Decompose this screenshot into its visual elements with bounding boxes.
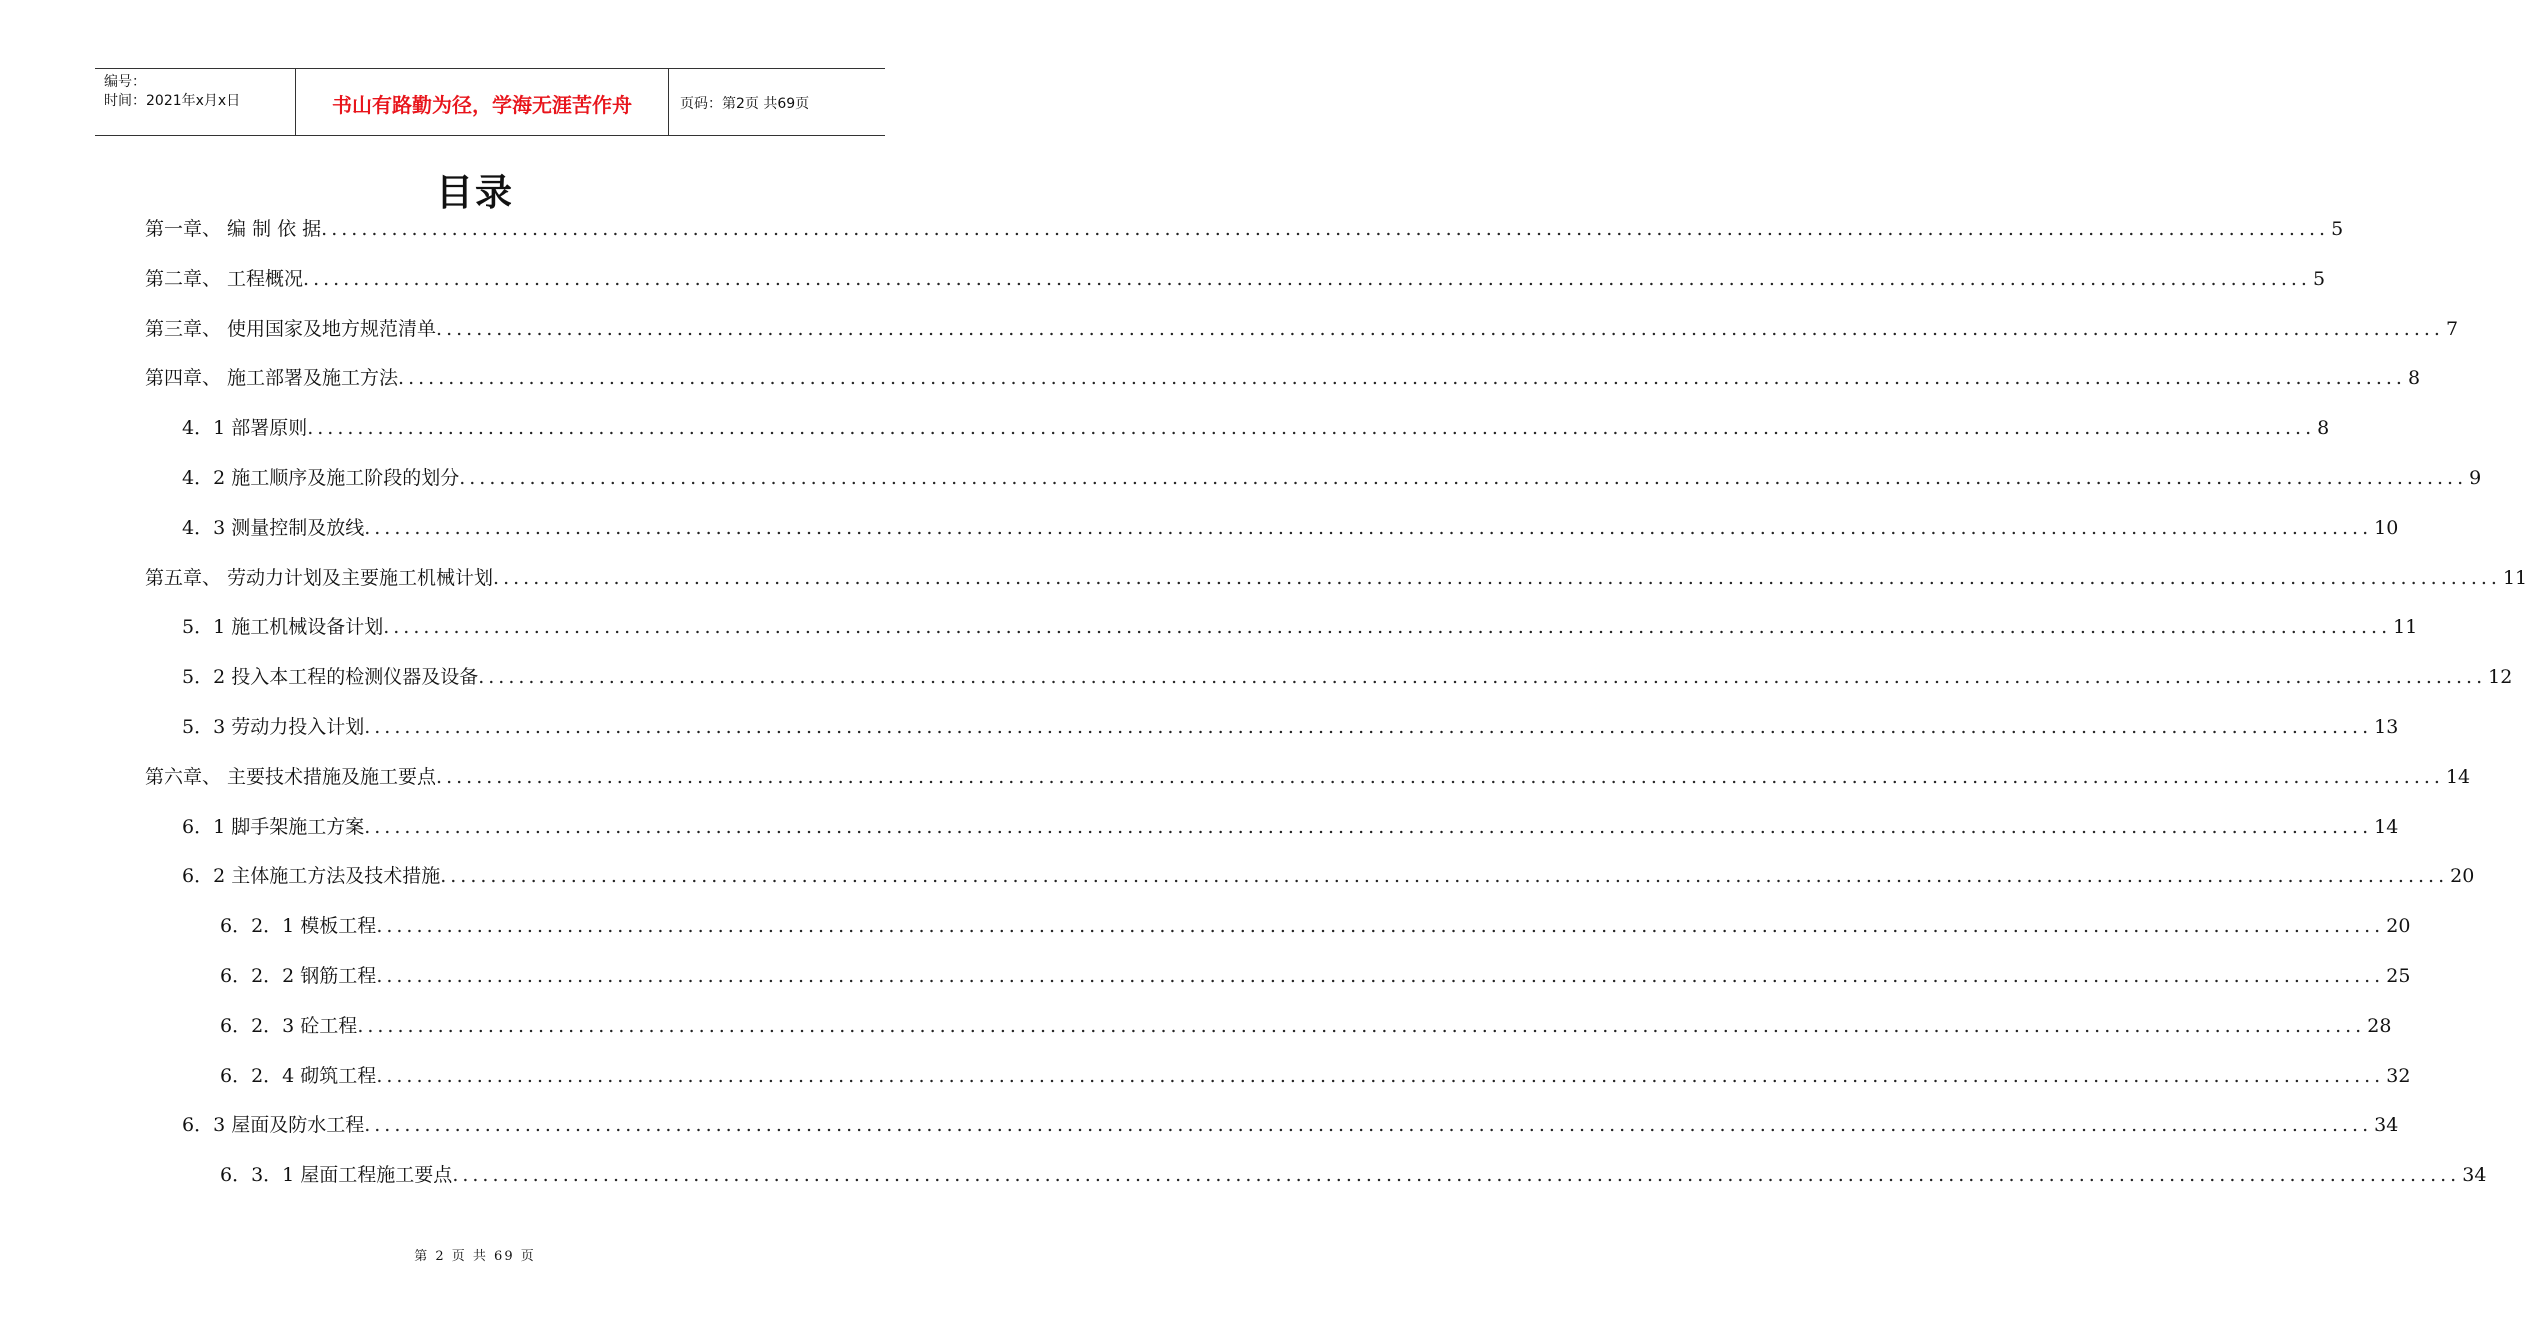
toc-leader-dots: ........................................................................................................................................................................................................	[452, 1164, 2461, 1186]
toc-entry-label: 4．2 施工顺序及施工阶段的划分	[182, 467, 460, 489]
toc-entry-label: 第六章、 主要技术措施及施工要点	[145, 766, 437, 788]
toc-entry-label: 6．3．1 屋面工程施工要点	[220, 1164, 453, 1186]
toc-entry-label: 6．2 主体施工方法及技术措施	[182, 865, 441, 887]
toc-entry-label: 5．2 投入本工程的检测仪器及设备	[182, 666, 479, 688]
toc-leader-dots: ........................................................................................................................................................................................................	[440, 865, 2449, 887]
toc-entry[interactable]	[220, 1160, 2487, 1190]
toc-entry-page: 5	[2312, 268, 2326, 290]
toc-entry-page: 10	[2374, 517, 2399, 539]
page-header	[95, 68, 885, 136]
toc-entry-page: 8	[2407, 367, 2421, 389]
toc-leader-dots: ........................................................................................................................................................................................................	[357, 1015, 2366, 1037]
toc-entry-label: 第四章、 施工部署及施工方法	[145, 367, 399, 389]
toc-entry-label: 第二章、 工程概况	[145, 268, 304, 290]
toc-entry-label: 4．3 测量控制及放线	[182, 517, 365, 539]
toc-entry-label: 6．2．4 砌筑工程	[220, 1065, 377, 1087]
toc-leader-dots: ........................................................................................................................................................................................................	[398, 367, 2406, 389]
toc-entry-page: 5	[2331, 218, 2344, 240]
toc-entry-page: 11	[2502, 567, 2527, 589]
toc-entry-label: 6．2．3 砼工程	[220, 1015, 358, 1037]
toc-entry-label: 6．2．1 模板工程	[220, 915, 377, 937]
toc-entry-page: 14	[2445, 766, 2471, 788]
toc-entry[interactable]	[182, 712, 2399, 742]
header-meta	[95, 69, 296, 135]
toc-entry-label: 第一章、 编 制 依 据	[145, 218, 322, 240]
toc-entry-label: 第三章、 使用国家及地方规范清单	[145, 318, 437, 340]
toc-leader-dots: ........................................................................................................................................................................................................	[364, 716, 2373, 738]
toc-leader-dots: ........................................................................................................................................................................................................	[376, 1065, 2385, 1087]
toc-entry-page: 25	[2386, 965, 2411, 987]
toc-leader-dots: ........................................................................................................................................................................................................	[321, 218, 2330, 240]
toc-leader-dots: ........................................................................................................................................................................................................	[436, 318, 2444, 340]
toc-entry[interactable]	[182, 861, 2475, 891]
toc-leader-dots: ........................................................................................................................................................................................................	[376, 965, 2385, 987]
toc-entry[interactable]	[145, 214, 2344, 244]
toc-entry-page: 14	[2374, 816, 2399, 838]
toc-entry[interactable]	[182, 812, 2399, 842]
toc-entry[interactable]	[182, 463, 2482, 493]
toc-entry-page: 7	[2445, 318, 2459, 340]
toc-leader-dots: ........................................................................................................................................................................................................	[364, 517, 2373, 539]
toc-entry-page: 8	[2317, 417, 2330, 439]
toc-entry[interactable]	[145, 264, 2326, 294]
toc-entry[interactable]	[220, 1011, 2392, 1041]
toc-entry[interactable]	[145, 363, 2421, 393]
toc-leader-dots: ........................................................................................................................................................................................................	[459, 467, 2468, 489]
toc-entry[interactable]	[182, 513, 2399, 543]
header-page-info: 页码：第2页 共69页	[680, 96, 810, 112]
toc-entry[interactable]	[182, 612, 2418, 642]
toc-entry-label: 第五章、 劳动力计划及主要施工机械计划	[145, 567, 494, 589]
toc-entry[interactable]	[182, 1110, 2399, 1140]
toc-leader-dots: ........................................................................................................................................................................................................	[383, 616, 2392, 638]
toc-entry-page: 20	[2450, 865, 2475, 887]
toc-entry-page: 28	[2367, 1015, 2392, 1037]
toc-entry-page: 11	[2393, 616, 2418, 638]
toc-entry[interactable]	[145, 314, 2459, 344]
toc-leader-dots: ........................................................................................................................................................................................................	[303, 268, 2311, 290]
toc-entry-page: 20	[2386, 915, 2411, 937]
toc-entry-label: 6．3 屋面及防水工程	[182, 1114, 365, 1136]
toc-leader-dots: ........................................................................................................................................................................................................	[436, 766, 2444, 788]
toc-leader-dots: ........................................................................................................................................................................................................	[307, 417, 2316, 439]
toc-leader-dots: ........................................................................................................................................................................................................	[364, 1114, 2373, 1136]
toc-entry-page: 13	[2374, 716, 2399, 738]
toc-entry-label: 5．3 劳动力投入计划	[182, 716, 365, 738]
toc-entry-page: 34	[2462, 1164, 2487, 1186]
toc-entry-page: 12	[2488, 666, 2513, 688]
header-motto: 书山有路勤为径，学海无涯苦作舟	[296, 69, 669, 135]
toc-entry[interactable]	[145, 762, 2471, 792]
page-footer: 第 2 页 共 69 页	[414, 1249, 536, 1264]
toc-entry[interactable]	[220, 911, 2411, 941]
toc-leader-dots: ........................................................................................................................................................................................................	[376, 915, 2385, 937]
toc-entry-page: 32	[2386, 1065, 2411, 1087]
toc-title: 目录	[436, 171, 514, 214]
toc-entry[interactable]	[145, 563, 2527, 593]
toc-entry-label: 5．1 施工机械设备计划	[182, 616, 384, 638]
toc-entry[interactable]	[182, 662, 2513, 692]
toc-entry-page: 34	[2374, 1114, 2399, 1136]
toc-entry[interactable]	[182, 413, 2330, 443]
toc-leader-dots: ........................................................................................................................................................................................................	[478, 666, 2487, 688]
toc-entry[interactable]	[220, 1061, 2411, 1091]
toc-entry[interactable]	[220, 961, 2411, 991]
toc-entry-page: 9	[2469, 467, 2482, 489]
toc-leader-dots: ........................................................................................................................................................................................................	[493, 567, 2501, 589]
toc-leader-dots: ........................................................................................................................................................................................................	[364, 816, 2373, 838]
toc-entry-label: 6．2．2 钢筋工程	[220, 965, 377, 987]
toc-entry-label: 6．1 脚手架施工方案	[182, 816, 365, 838]
toc-entry-label: 4．1 部署原则	[182, 417, 308, 439]
document-code-label: 编号：	[104, 74, 146, 90]
document-time: 时间：2021年x月x日	[104, 93, 241, 109]
